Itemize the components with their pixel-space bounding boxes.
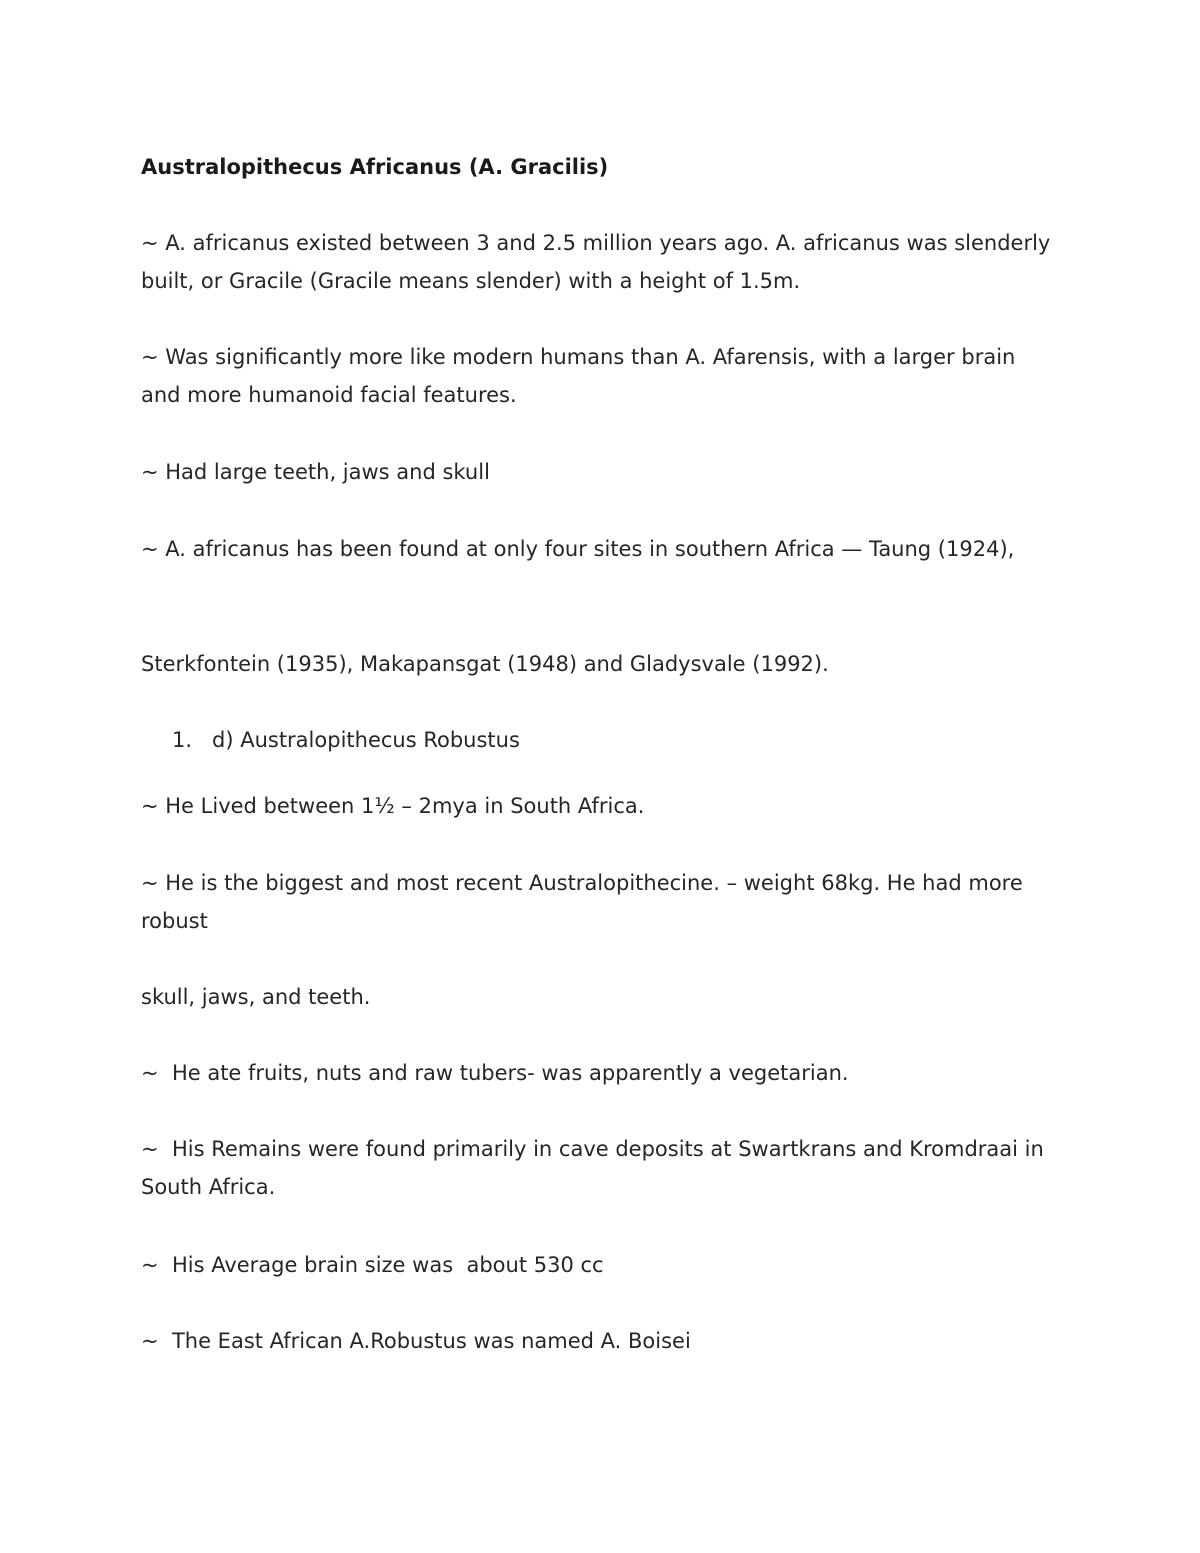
paragraph-east-african: ~ The East African A.Robustus was named A. Boisei: [141, 1329, 691, 1353]
document-title: Australopithecus Africanus (A. Gracilis): [141, 155, 609, 179]
paragraph-africanus-existence: ~ A. africanus existed between 3 and 2.5 million years ago. A. africanus was slenderly built, or Gracile (Gracile means slender) with a height of 1.5m.: [141, 231, 1058, 293]
paragraph-sites-list: Sterkfontein (1935), Makapansgat (1948) and Gladysvale (1992).: [141, 652, 829, 676]
paragraph-diet: ~ He ate fruits, nuts and raw tubers- was apparently a vegetarian.: [141, 1061, 849, 1085]
list-item-text: d) Australopithecus Robustus: [212, 728, 520, 752]
paragraph-remains: ~ His Remains were found primarily in cave deposits at Swartkrans and Kromdraai in South Africa.: [141, 1137, 1051, 1199]
paragraph-brain-size: ~ His Average brain size was about 530 cc: [141, 1253, 604, 1277]
paragraph-large-teeth: ~ Had large teeth, jaws and skull: [141, 460, 490, 484]
paragraph-lived-between: ~ He Lived between 1½ – 2mya in South Africa.: [141, 794, 645, 818]
paragraph-modern-humans: ~ Was significantly more like modern humans than A. Afarensis, with a larger brain and more humanoid facial features.: [141, 345, 1023, 407]
paragraph-sites-found: ~ A. africanus has been found at only four sites in southern Africa — Taung (1924),: [141, 537, 1015, 561]
list-item-number: 1.: [172, 728, 193, 752]
list-item-robustus: [172, 721, 520, 759]
paragraph-biggest-recent: ~ He is the biggest and most recent Australopithecine. – weight 68kg. He had more robust: [141, 871, 1030, 933]
paragraph-skull-jaws: skull, jaws, and teeth.: [141, 985, 371, 1009]
